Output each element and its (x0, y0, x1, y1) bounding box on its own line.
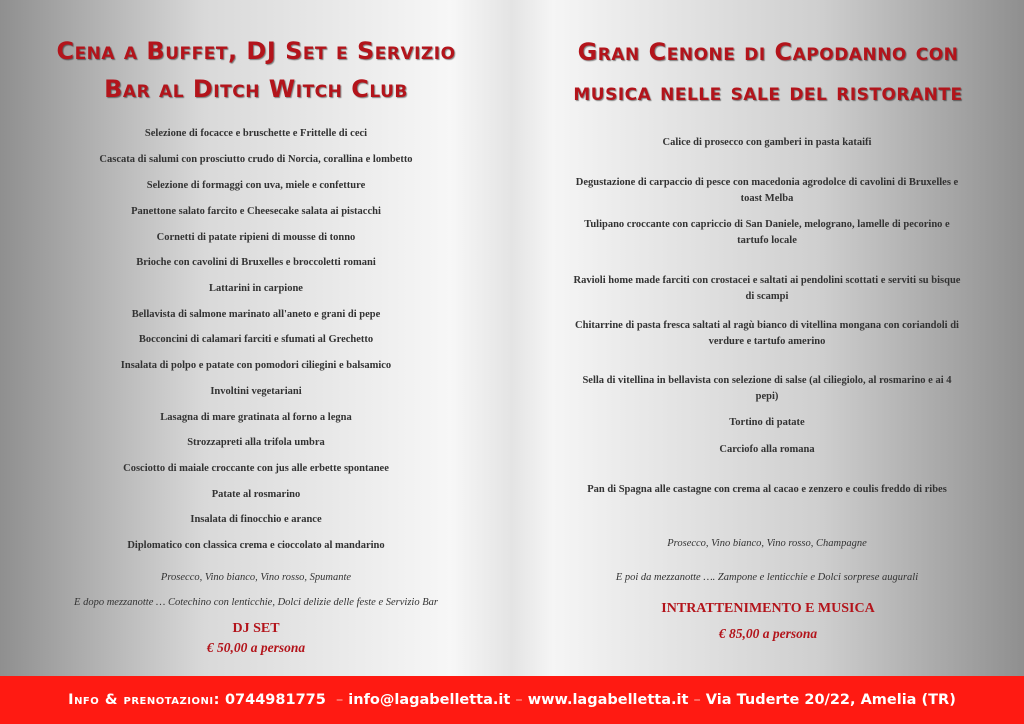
dinner-highlight: INTRATTENIMENTO E MUSICA (661, 601, 875, 616)
dinner-item: Calice di prosecco con gamberi in pasta kataifi (662, 137, 872, 148)
dinner-title-line2: musica nelle sale del ristorante (573, 78, 963, 106)
buffet-item: Insalata di finocchio e arance (190, 514, 322, 525)
email-link[interactable]: info@lagabelletta.it (348, 692, 511, 708)
buffet-item: Cosciotto di maiale croccante con jus alle erbette spontanee (123, 463, 389, 474)
footer-separator: – (515, 692, 523, 708)
dinner-after-midnight: E poi da mezzanotte …. Zampone e lenticchie e Dolci sorprese augurali (615, 572, 919, 583)
contact-footer (0, 676, 1024, 724)
buffet-item: Insalata di polpo e patate con pomodori ciliegini e balsamico (120, 360, 392, 371)
dinner-title (512, 32, 1024, 112)
buffet-item: Brioche con cavolini di Bruxelles e broccoletti romani (136, 257, 376, 268)
dinner-item: Chitarrine di pasta fresca saltati al ragù bianco di vitellina mongana con coriandoli di verdure e tartufo amerino (575, 320, 959, 347)
dinner-item: Sella di vitellina in bellavista con selezione di salse (al ciliegiolo, al rosmarino e ai 4 pepi) (582, 375, 952, 402)
buffet-item: Selezione di formaggi con uva, miele e confetture (146, 180, 366, 191)
buffet-item: Diplomatico con classica crema e cioccolato al mandarino (127, 540, 385, 551)
buffet-item: Cornetti di patate ripieni di mousse di tonno (156, 232, 356, 243)
buffet-title (0, 32, 512, 108)
buffet-item: Strozzapreti alla trifola umbra (187, 437, 325, 448)
buffet-highlight: DJ SET (232, 621, 280, 636)
phone-number[interactable]: 0744981775 (224, 692, 326, 708)
dinner-title-line1: Gran Cenone di Capodanno con (577, 38, 959, 66)
buffet-panel (0, 0, 512, 676)
buffet-item: Panettone salato farcito e Cheesecake salata ai pistacchi (131, 206, 381, 217)
footer-separator: – (693, 692, 701, 708)
dinner-item: Carciofo alla romana (719, 444, 815, 455)
buffet-item: Lattarini in carpione (209, 283, 303, 294)
buffet-item: Selezione di focacce e bruschette e Frittelle di ceci (144, 128, 368, 139)
dinner-panel (512, 0, 1024, 676)
dinner-price: € 85,00 a persona (718, 626, 818, 641)
dinner-item: Degustazione di carpaccio di pesce con macedonia agrodolce di cavolini di Bruxelles e toast Melba (575, 177, 959, 204)
dinner-drinks: Prosecco, Vino bianco, Vino rosso, Champagne (667, 538, 867, 549)
buffet-title-line2: Bar al Ditch Witch Club (104, 75, 408, 103)
buffet-price: € 50,00 a persona (206, 640, 306, 655)
buffet-after-midnight: E dopo mezzanotte … Cotechino con lenticchie, Dolci delizie delle feste e Servizio Bar (74, 597, 438, 608)
address: Via Tuderte 20/22, Amelia (TR) (705, 692, 956, 708)
buffet-item: Lasagna di mare gratinata al forno a legna (160, 412, 352, 423)
buffet-title-line1: Cena a Buffet, DJ Set e Servizio (56, 37, 456, 65)
buffet-item: Involtini vegetariani (210, 386, 302, 397)
dinner-item: Tortino di patate (729, 417, 805, 428)
buffet-drinks: Prosecco, Vino bianco, Vino rosso, Spumante (160, 572, 352, 583)
dinner-item: Ravioli home made farciti con crostacei e saltati ai pendolini scottati e serviti su bisque di scampi (573, 275, 961, 302)
dinner-item: Pan di Spagna alle castagne con crema al cacao e zenzero e coulis freddo di ribes (587, 484, 947, 495)
buffet-item: Bocconcini di calamari farciti e sfumati al Grechetto (138, 334, 374, 345)
buffet-item: Bellavista di salmone marinato all'aneto e grani di pepe (131, 309, 381, 320)
footer-separator: – (335, 692, 344, 708)
info-label: Info & prenotazioni: (68, 692, 220, 708)
buffet-item: Patate al rosmarino (211, 489, 301, 500)
website-link[interactable]: www.lagabelletta.it (527, 692, 689, 708)
dinner-item: Tulipano croccante con capriccio di San Daniele, melograno, lamelle di pecorino e tartufo locale (584, 219, 950, 246)
buffet-item: Cascata di salumi con prosciutto crudo di Norcia, corallina e lombetto (99, 154, 413, 165)
